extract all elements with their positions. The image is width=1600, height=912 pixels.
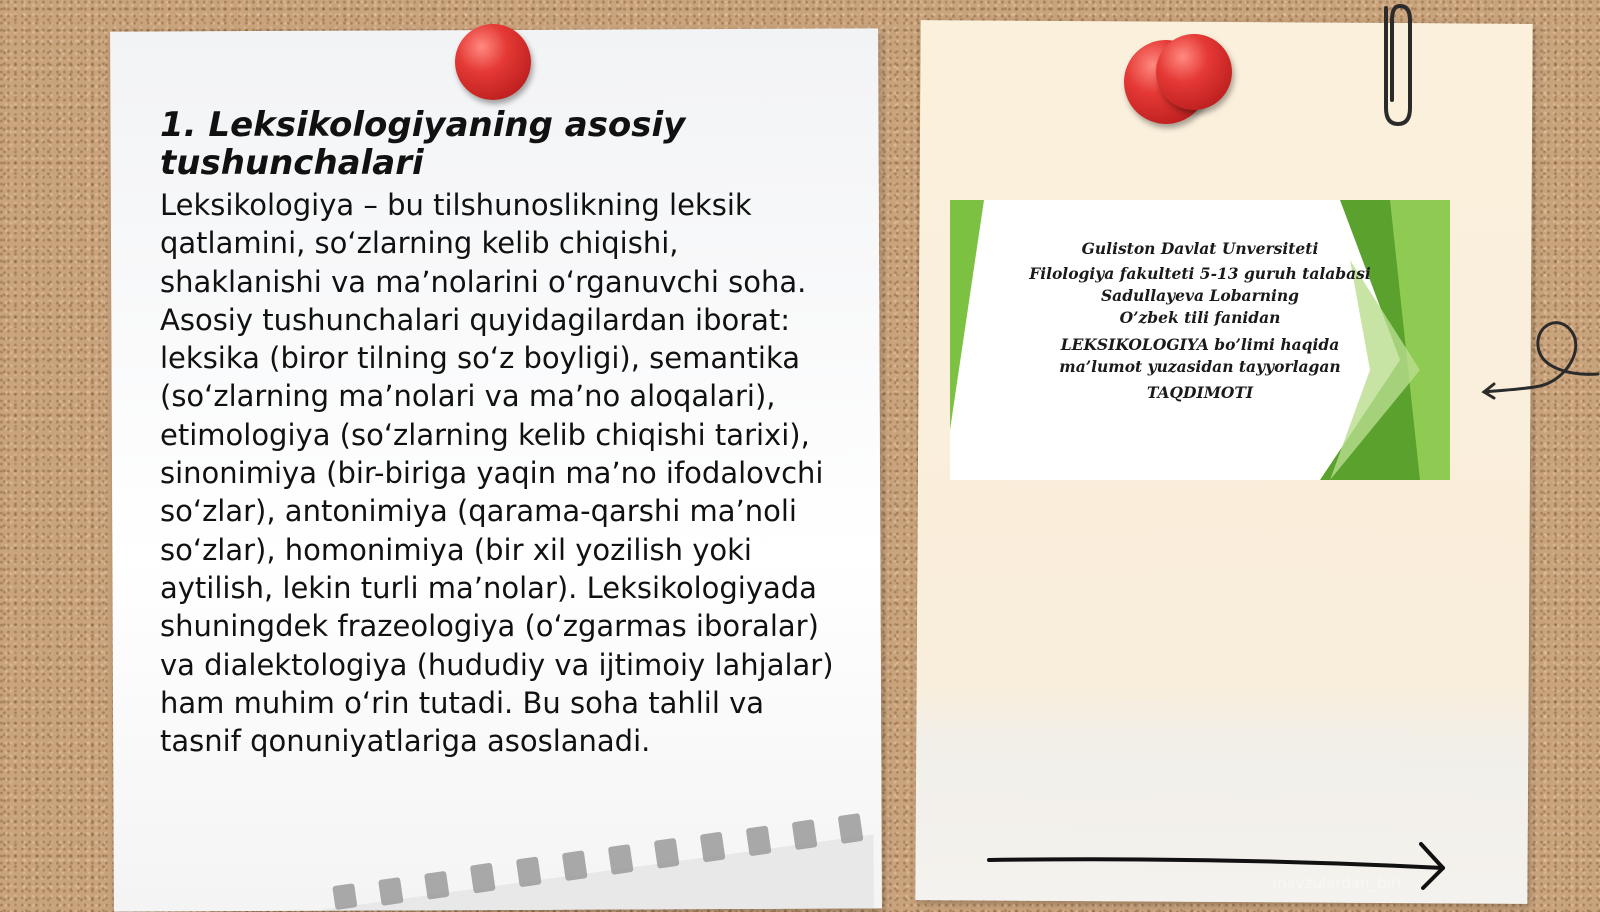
curly-arrow-icon [1480,310,1600,410]
paperclip-icon [1372,0,1422,130]
cover-text [1000,238,1400,404]
cover-subject: O’zbek tili fanidan [1119,308,1281,327]
torn-paper-strip [313,798,873,910]
cover-university: Guliston Davlat Unversiteti [1081,239,1319,258]
watermark: mavzulardan_biri [1272,874,1402,892]
cover-topic-cont: ma’lumot yuzasidan tayyorlagan [1059,357,1341,376]
presentation-cover-image [950,200,1450,480]
cover-topic: LEKSIKOLOGIYA bo’limi haqida [1060,335,1340,354]
cover-type: TAQDIMOTI [1146,383,1254,402]
slide-title: 1. Leksikologiyaning asosiy tushunchalari [160,105,686,183]
pushpin-icon [455,24,531,100]
cover-faculty: Filologiya fakulteti 5-13 guruh talabasi [1029,264,1371,283]
pushpin-icon [1156,34,1232,110]
slide-body-text: Leksikologiya – bu tilshunoslikning leksik qatlamini, so‘zlarning kelib chiqishi, shaklanishi va ma’nolarini o‘rganuvchi soha. Asosiy tushunchalari quyidagilardan iborat: leksika (biror tilning so‘z boyligi), semantika (so‘zlarning ma’nolari va ma’no aloqalari), etimologiya (so‘zlarning kelib chiqishi tarixi), sinonimiya (bir-biriga yaqin ma’no ifodalovchi so‘zlar), antonimiya (qarama-qarshi ma’noli so‘zlar), homonimiya (bir xil yozilish yoki aytilish, lekin turli ma’nolar). Leksikologiyada shuningdek frazeologiya (o‘zgarmas iboralar) va dialektologiya (hududiy va ijtimoiy lahjalar) ham muhim o‘rin tutadi. Bu soha tahlil va tasnif qonuniyatlariga asoslanadi. [160,188,834,759]
cover-student: Sadullayeva Lobarning [1100,286,1300,305]
